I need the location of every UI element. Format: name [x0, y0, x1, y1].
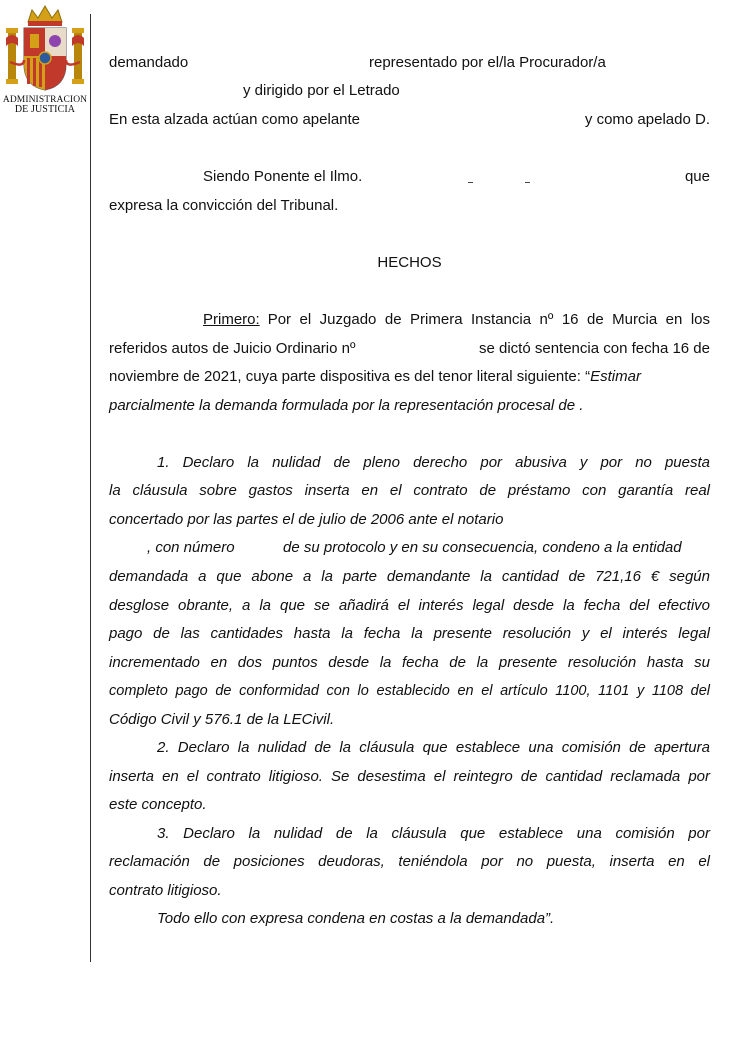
header-logo — [2, 2, 86, 114]
intro-line-3 — [109, 109, 710, 131]
fallo-item2-line3: este concepto. — [109, 796, 207, 813]
fallo-item1-line7: pago de las cantidades hasta la fecha la presente resolución y el interés legal — [109, 625, 710, 642]
intro-line-2 — [109, 80, 710, 102]
primero-text-3a: noviembre de 2021, cuya parte dispositiva es del tenor literal siguiente: “ — [109, 368, 591, 385]
coat-of-arms-icon — [4, 2, 86, 94]
fallo-closing: Todo ello con expresa condena en costas a la demandada”. — [157, 910, 555, 927]
primero-label: Primero: — [203, 311, 260, 328]
intro-line-1 — [109, 52, 710, 74]
primero-text-1: Por el Juzgado de Primera Instancia nº 16 de Murcia en los — [267, 311, 710, 328]
primero-line-4 — [109, 395, 710, 417]
text-demandado: demandado — [109, 54, 189, 71]
primero-text-4: parcialmente la demanda formulada por la representación procesal de . — [109, 397, 584, 414]
primero-line-2 — [109, 338, 710, 360]
fallo-item2-line1: 2. Declaro la nulidad de la cláusula que establece una comisión de apertura — [157, 739, 710, 756]
hechos-title: HECHOS — [377, 254, 442, 271]
fallo-item1-line6: desglose obrante, a la que se añadirá el interés legal desde la fecha del efectivo — [109, 597, 710, 614]
fallo-item1-line3: concertado por las partes el de julio de 2006 ante el notario — [109, 511, 504, 528]
primero-line-1 — [109, 309, 710, 331]
redaction-mark — [525, 182, 530, 183]
text-apelante: En esta alzada actúan como apelante — [109, 111, 361, 128]
intro-line-4 — [109, 166, 710, 188]
left-margin-rule — [90, 14, 91, 962]
primero-text-2b: se dictó sentencia con fecha 16 de — [479, 340, 710, 357]
primero-text-2a: referidos autos de Juicio Ordinario nº — [109, 340, 356, 357]
text-representado: representado por el/la Procurador/a — [369, 54, 606, 71]
text-que: que — [684, 168, 710, 185]
text-conviccion: expresa la convicción del Tribunal. — [109, 197, 339, 214]
fallo-item1-line10: Código Civil y 576.1 de la LECivil. — [109, 711, 335, 728]
fallo-text-protocolo: de su protocolo y en su consecuencia, condeno a la entidad — [283, 539, 682, 556]
fallo-text-numero: , con número — [147, 539, 235, 556]
logo-caption-line1: ADMINISTRACION — [2, 95, 88, 105]
text-dirigido: y dirigido por el Letrado — [243, 82, 400, 99]
fallo-item1-line9: completo pago de conformidad con lo establecido en el artículo 1100, 1101 y 1108 del — [109, 683, 710, 699]
fallo-item1-line8: incrementado en dos puntos desde la fecha de la presente resolución hasta su — [109, 654, 710, 671]
fallo-item3-line1: 3. Declaro la nulidad de la cláusula que establece una comisión por — [157, 825, 710, 842]
section-heading — [109, 252, 710, 274]
primero-text-3b: Estimar — [590, 368, 641, 385]
intro-line-5 — [109, 195, 710, 217]
fallo-item2-line2: inserta en el contrato litigioso. Se desestima el reintegro de cantidad reclamada por — [109, 768, 710, 785]
fallo-item1-line2: la cláusula sobre gastos inserta en el contrato de préstamo con garantía real — [109, 482, 710, 499]
redaction-mark — [468, 182, 473, 183]
fallo-item3-line2: reclamación de posiciones deudoras, teniéndola por no puesta, inserta en el — [109, 853, 710, 870]
fallo-item1-line4 — [109, 537, 710, 559]
fallo-item1-line5: demandada a que abone a la parte demandante la cantidad de 721,16 € según — [109, 568, 710, 585]
primero-line-3 — [109, 366, 710, 388]
text-apelado: y como apelado D. — [584, 111, 710, 128]
fallo-item1-line1: 1. Declaro la nulidad de pleno derecho por abusiva y por no puesta — [157, 454, 710, 471]
text-ponente: Siendo Ponente el Ilmo. — [203, 168, 363, 185]
logo-caption-line2: DE JUSTICIA — [14, 104, 76, 115]
fallo-item3-line3: contrato litigioso. — [109, 882, 222, 899]
